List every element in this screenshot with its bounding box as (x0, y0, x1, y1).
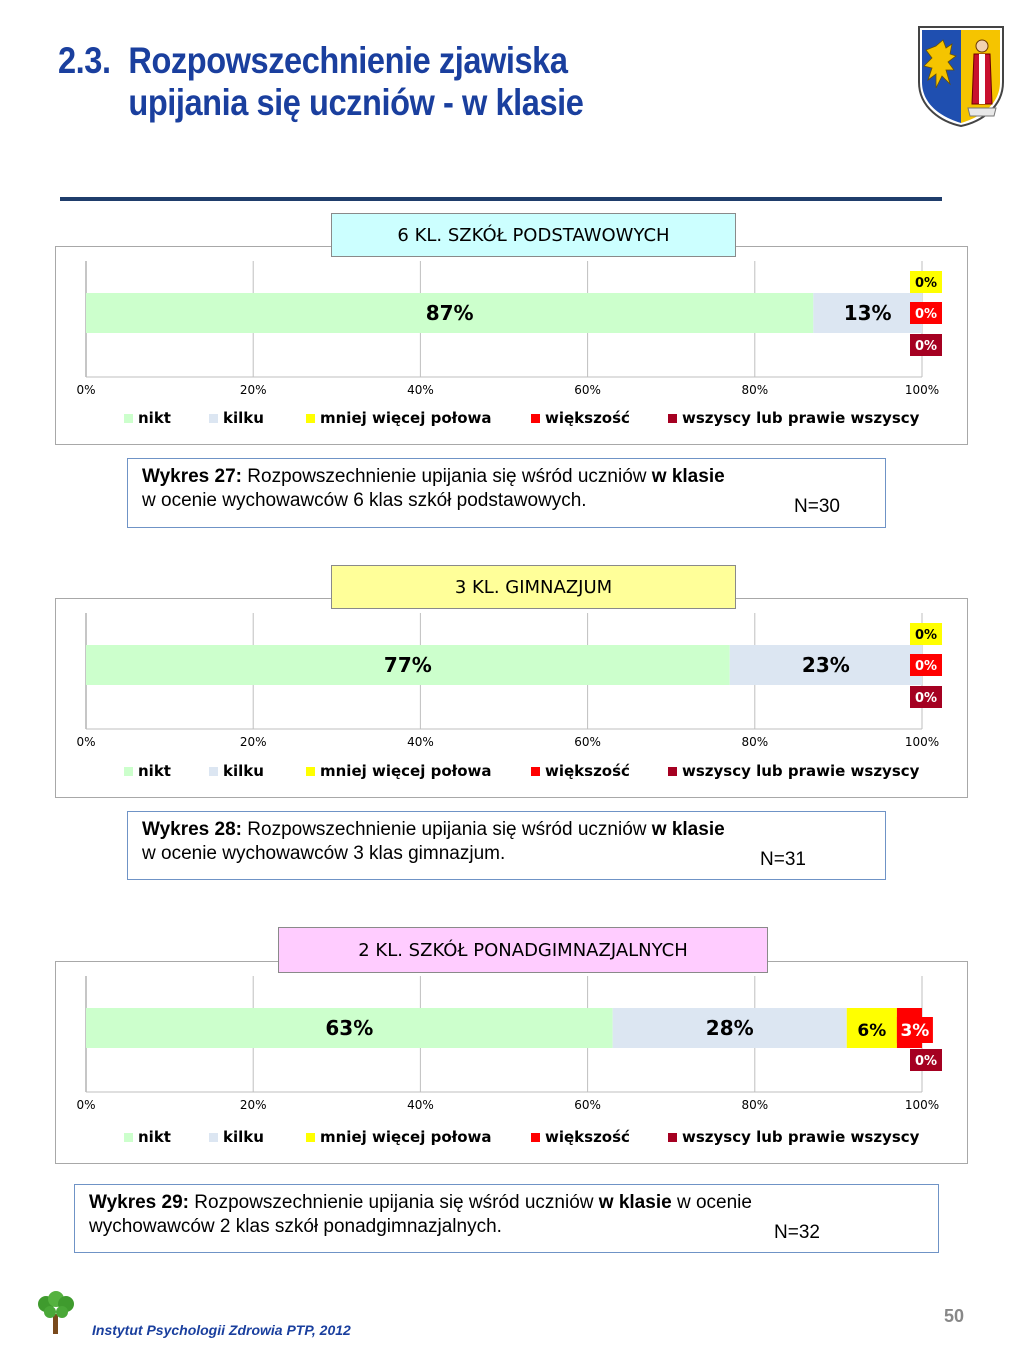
x-tick-label: 60% (574, 735, 601, 749)
legend-swatch (209, 1133, 218, 1142)
caption-3 (74, 1184, 939, 1253)
chart-2-title: 3 KL. GIMNAZJUM (331, 565, 736, 609)
data-label: 87% (425, 301, 474, 325)
data-label: 0% (914, 1054, 938, 1069)
x-tick-label: 40% (407, 383, 434, 397)
legend-swatch (668, 767, 677, 776)
chart-1 (56, 247, 969, 446)
legend-label: nikt (138, 1128, 171, 1146)
chart-frame-3 (55, 961, 968, 1164)
legend-swatch (306, 1133, 315, 1142)
title-line-1: Rozpowszechnienie zjawiska (128, 40, 568, 81)
x-tick-label: 20% (239, 735, 267, 749)
caption-3-n: N=32 (774, 1222, 820, 1243)
legend-label: mniej więcej połowa (320, 762, 492, 780)
caption-1-text: Rozpowszechnienie upijania się wśród uczniów (242, 466, 652, 487)
chart-1-title: 6 KL. SZKÓŁ PODSTAWOWYCH (331, 213, 736, 257)
legend-label: wszyscy lub prawie wszyscy (682, 1128, 920, 1146)
x-tick-label: 60% (574, 383, 601, 397)
x-tick-label: 80% (741, 735, 769, 749)
institute-footer: Instytut Psychologii Zdrowia PTP, 2012 (92, 1322, 351, 1338)
caption-2-lead: Wykres 28: (142, 819, 242, 840)
x-tick-label: 100% (904, 383, 940, 397)
data-label: 0% (914, 691, 938, 706)
caption-2 (127, 811, 886, 880)
caption-2-n: N=31 (760, 849, 806, 870)
caption-1-line2: w ocenie wychowawców 6 klas szkół podstawowych. (142, 490, 587, 511)
x-tick-label: 20% (239, 1098, 267, 1112)
data-label: 0% (914, 276, 938, 291)
legend-label: kilku (223, 1128, 264, 1146)
caption-3-text: Rozpowszechnienie upijania się wśród uczniów (189, 1192, 599, 1213)
legend-swatch (124, 767, 133, 776)
caption-1-bold: w klasie (651, 466, 725, 487)
x-tick-label: 0% (76, 383, 96, 397)
legend-swatch (124, 1133, 133, 1142)
tree-logo-icon (36, 1290, 76, 1336)
data-label: 0% (914, 659, 938, 674)
x-tick-label: 0% (76, 1098, 96, 1112)
title-divider (60, 197, 942, 201)
legend-label: nikt (138, 762, 171, 780)
data-label: 0% (914, 628, 938, 643)
page-title (58, 40, 583, 124)
legend-swatch (306, 767, 315, 776)
legend-label: kilku (223, 409, 264, 427)
x-tick-label: 80% (741, 383, 769, 397)
data-label: 63% (325, 1016, 374, 1040)
title-line-2: upijania się uczniów - w klasie (128, 82, 584, 123)
x-tick-label: 60% (574, 1098, 601, 1112)
legend-label: mniej więcej połowa (320, 409, 492, 427)
caption-3-bold: w klasie (598, 1192, 672, 1213)
page-number: 50 (944, 1306, 965, 1326)
legend-label: mniej więcej połowa (320, 1128, 492, 1146)
x-tick-label: 80% (741, 1098, 769, 1112)
data-label: 77% (383, 653, 432, 677)
x-tick-label: 0% (76, 735, 96, 749)
caption-2-text: Rozpowszechnienie upijania się wśród uczniów (242, 819, 652, 840)
caption-3-line2: wychowawców 2 klas szkół ponadgimnazjalnych. (89, 1216, 502, 1237)
caption-1-lead: Wykres 27: (142, 466, 242, 487)
chart-frame-1 (55, 246, 968, 445)
data-label: 0% (914, 339, 938, 354)
chart-3 (56, 962, 969, 1165)
legend-label: większość (545, 762, 630, 780)
legend-swatch (668, 1133, 677, 1142)
legend-swatch (209, 414, 218, 423)
legend-swatch (531, 414, 540, 423)
legend-swatch (531, 1133, 540, 1142)
legend-label: wszyscy lub prawie wszyscy (682, 409, 920, 427)
legend-label: większość (545, 1128, 630, 1146)
legend-swatch (531, 767, 540, 776)
legend-label: nikt (138, 409, 171, 427)
data-label: 23% (801, 653, 850, 677)
caption-1-n: N=30 (794, 496, 840, 517)
legend-swatch (668, 414, 677, 423)
chart-3-title: 2 KL. SZKÓŁ PONADGIMNAZJALNYCH (278, 927, 768, 973)
x-tick-label: 40% (407, 1098, 434, 1112)
chart-2 (56, 599, 969, 799)
legend-swatch (306, 414, 315, 423)
data-label: 28% (705, 1016, 754, 1040)
caption-3-lead: Wykres 29: (89, 1192, 189, 1213)
data-label: 6% (857, 1021, 887, 1041)
legend-swatch (124, 414, 133, 423)
caption-1 (127, 458, 886, 528)
data-label: 13% (843, 301, 892, 325)
legend-label: większość (545, 409, 630, 427)
data-label: 3% (900, 1021, 930, 1041)
caption-2-bold: w klasie (651, 819, 725, 840)
chart-frame-2 (55, 598, 968, 798)
legend-swatch (209, 767, 218, 776)
caption-2-line2: w ocenie wychowawców 3 klas gimnazjum. (142, 843, 506, 864)
x-tick-label: 100% (904, 1098, 940, 1112)
x-tick-label: 40% (407, 735, 434, 749)
caption-3-tail: w ocenie (671, 1192, 752, 1213)
x-tick-label: 20% (239, 383, 267, 397)
legend-label: kilku (223, 762, 264, 780)
x-tick-label: 100% (904, 735, 940, 749)
coat-of-arms-icon (916, 24, 1006, 128)
legend-label: wszyscy lub prawie wszyscy (682, 762, 920, 780)
data-label: 0% (914, 307, 938, 322)
section-number: 2.3. (58, 40, 111, 81)
